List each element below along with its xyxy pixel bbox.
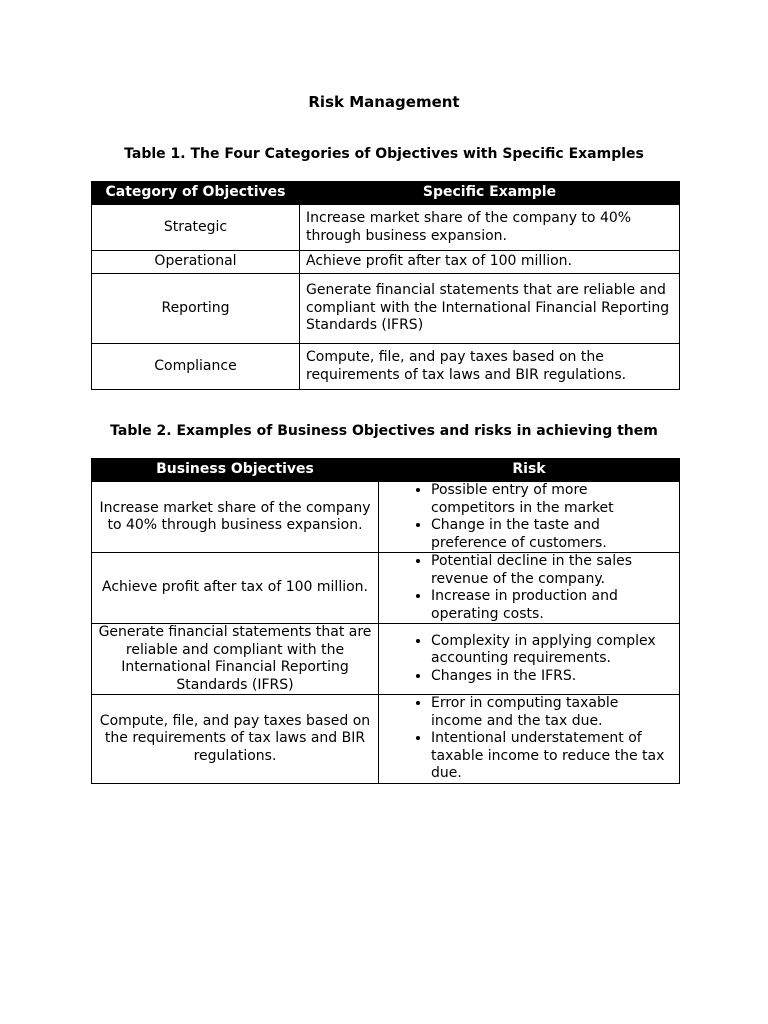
- table-row: [92, 624, 680, 695]
- risk-list: [391, 482, 673, 552]
- table-row: [92, 274, 680, 344]
- objective-cell: Achieve profit after tax of 100 million.: [92, 553, 379, 624]
- risk-item: • Possible entry of more competitors in the market: [431, 482, 673, 517]
- risk-cell: [379, 553, 680, 624]
- table2-header-risk: Risk: [379, 459, 680, 482]
- objectives-categories-table: [91, 181, 680, 390]
- category-cell: Reporting: [92, 274, 300, 344]
- risk-item: • Change in the taste and preference of customers.: [431, 517, 673, 552]
- page-title: Risk Management: [308, 93, 460, 111]
- example-cell: Achieve profit after tax of 100 million.: [300, 251, 680, 274]
- table1-caption: Table 1. The Four Categories of Objectives with Specific Examples: [124, 146, 644, 162]
- risk-item: • Increase in production and operating costs.: [431, 588, 673, 623]
- objective-cell: Generate financial statements that are reliable and compliant with the International Financial Reporting Standards (IFRS): [92, 624, 379, 695]
- risk-cell: [379, 624, 680, 695]
- risk-list: [391, 553, 673, 623]
- table2-header-objectives: Business Objectives: [92, 459, 379, 482]
- example-cell: Increase market share of the company to 40% through business expansion.: [300, 205, 680, 251]
- objectives-risks-table: [91, 458, 680, 784]
- risk-item: • Changes in the IFRS.: [431, 668, 673, 686]
- table-row: [92, 344, 680, 390]
- table-row: [92, 251, 680, 274]
- risk-list: [391, 633, 673, 686]
- objective-cell: Increase market share of the company to 40% through business expansion.: [92, 482, 379, 553]
- category-cell: Strategic: [92, 205, 300, 251]
- risk-cell: [379, 482, 680, 553]
- example-cell: Generate financial statements that are reliable and compliant with the International Financial Reporting Standards (IFRS): [300, 274, 680, 344]
- risk-item: • Potential decline in the sales revenue of the company.: [431, 553, 673, 588]
- table1-header-example: Specific Example: [300, 182, 680, 205]
- example-cell: Compute, file, and pay taxes based on the requirements of tax laws and BIR regulations.: [300, 344, 680, 390]
- category-cell: Compliance: [92, 344, 300, 390]
- table2-caption: Table 2. Examples of Business Objectives and risks in achieving them: [110, 423, 658, 439]
- table2-header-row: [92, 459, 680, 482]
- risk-item: • Intentional understatement of taxable income to reduce the tax due.: [431, 730, 673, 783]
- risk-cell: [379, 695, 680, 784]
- category-cell: Operational: [92, 251, 300, 274]
- objective-cell: Compute, file, and pay taxes based on the requirements of tax laws and BIR regulations.: [92, 695, 379, 784]
- table-row: [92, 482, 680, 553]
- table-row: [92, 553, 680, 624]
- table-row: [92, 695, 680, 784]
- risk-list: [391, 695, 673, 783]
- table1-header-category: Category of Objectives: [92, 182, 300, 205]
- table-row: [92, 205, 680, 251]
- risk-item: • Error in computing taxable income and the tax due.: [431, 695, 673, 730]
- risk-item: • Complexity in applying complex accounting requirements.: [431, 633, 673, 668]
- table1-header-row: [92, 182, 680, 205]
